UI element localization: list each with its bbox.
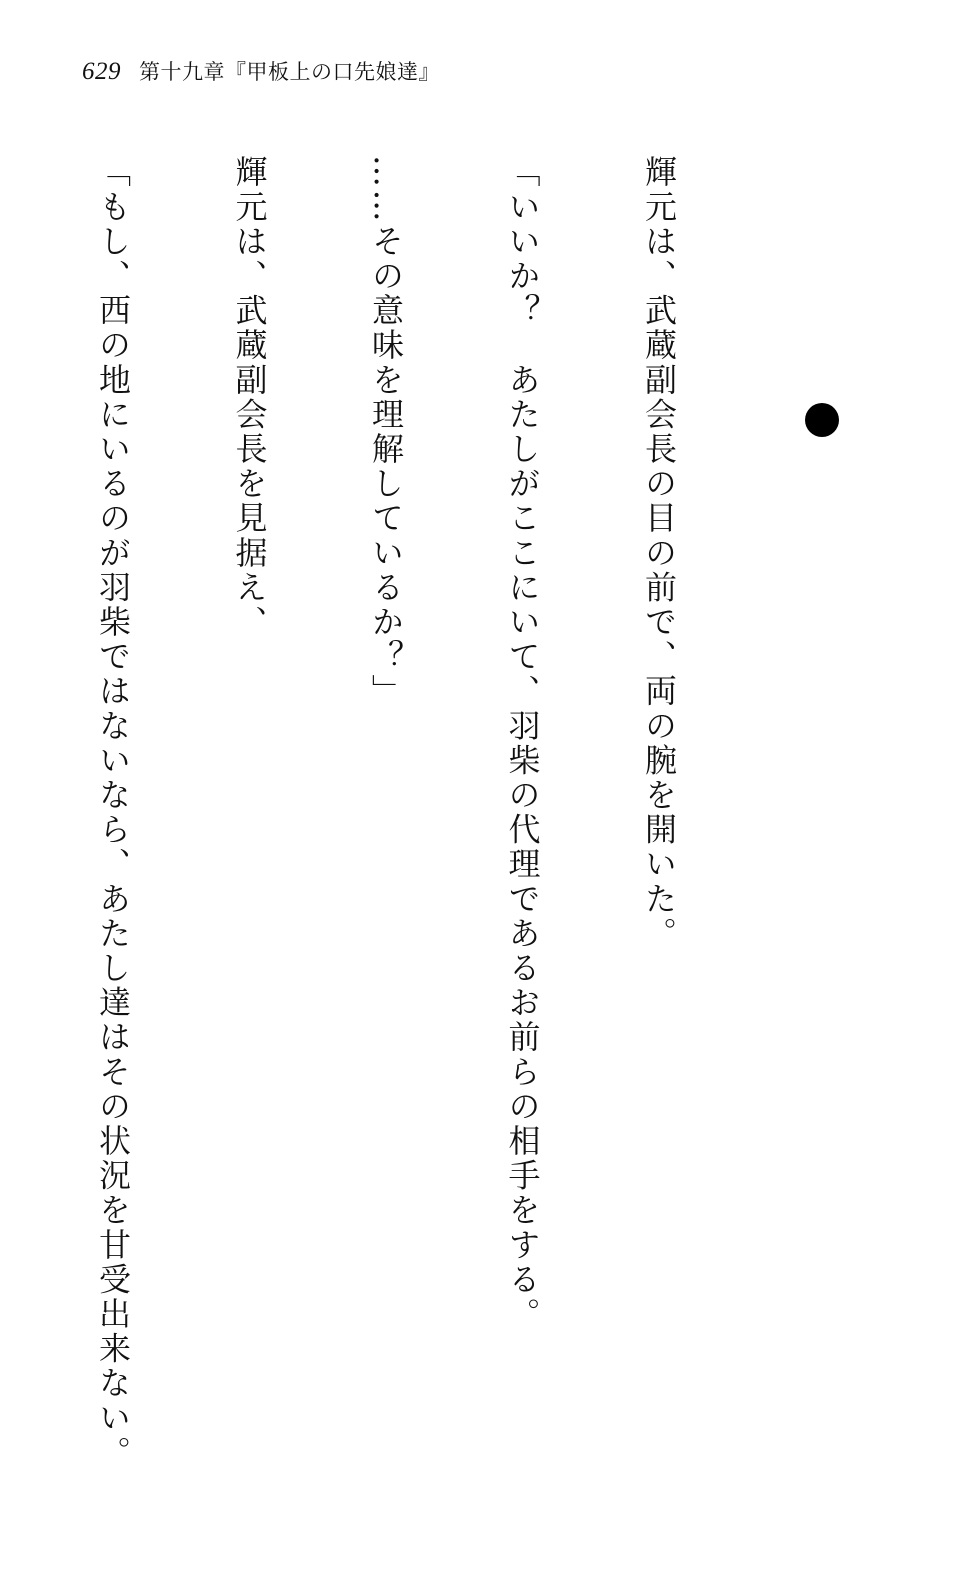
text-line: 「もし、西の地にいるのが羽柴ではないなら、あたし達はその状況を甘受出来ない。 — [94, 155, 132, 1470]
text-line: 「いいか？ あたしがここにいて、羽柴の代理であるお前らの相手をする。 — [503, 155, 542, 1332]
section-break-dot-icon — [805, 403, 839, 437]
text-line: 輝元は、武蔵副会長の目の前で、両の腕を開いた。 — [640, 155, 678, 951]
text-line: ……その意味を理解しているか？」 — [367, 155, 405, 709]
page-number: 629 — [82, 58, 121, 85]
text-line: 輝元は、武蔵副会長を見据え、 — [230, 155, 269, 640]
chapter-title: 第十九章『甲板上の口先娘達』 — [139, 60, 440, 84]
body-text — [72, 155, 772, 1470]
page-header — [82, 56, 440, 86]
